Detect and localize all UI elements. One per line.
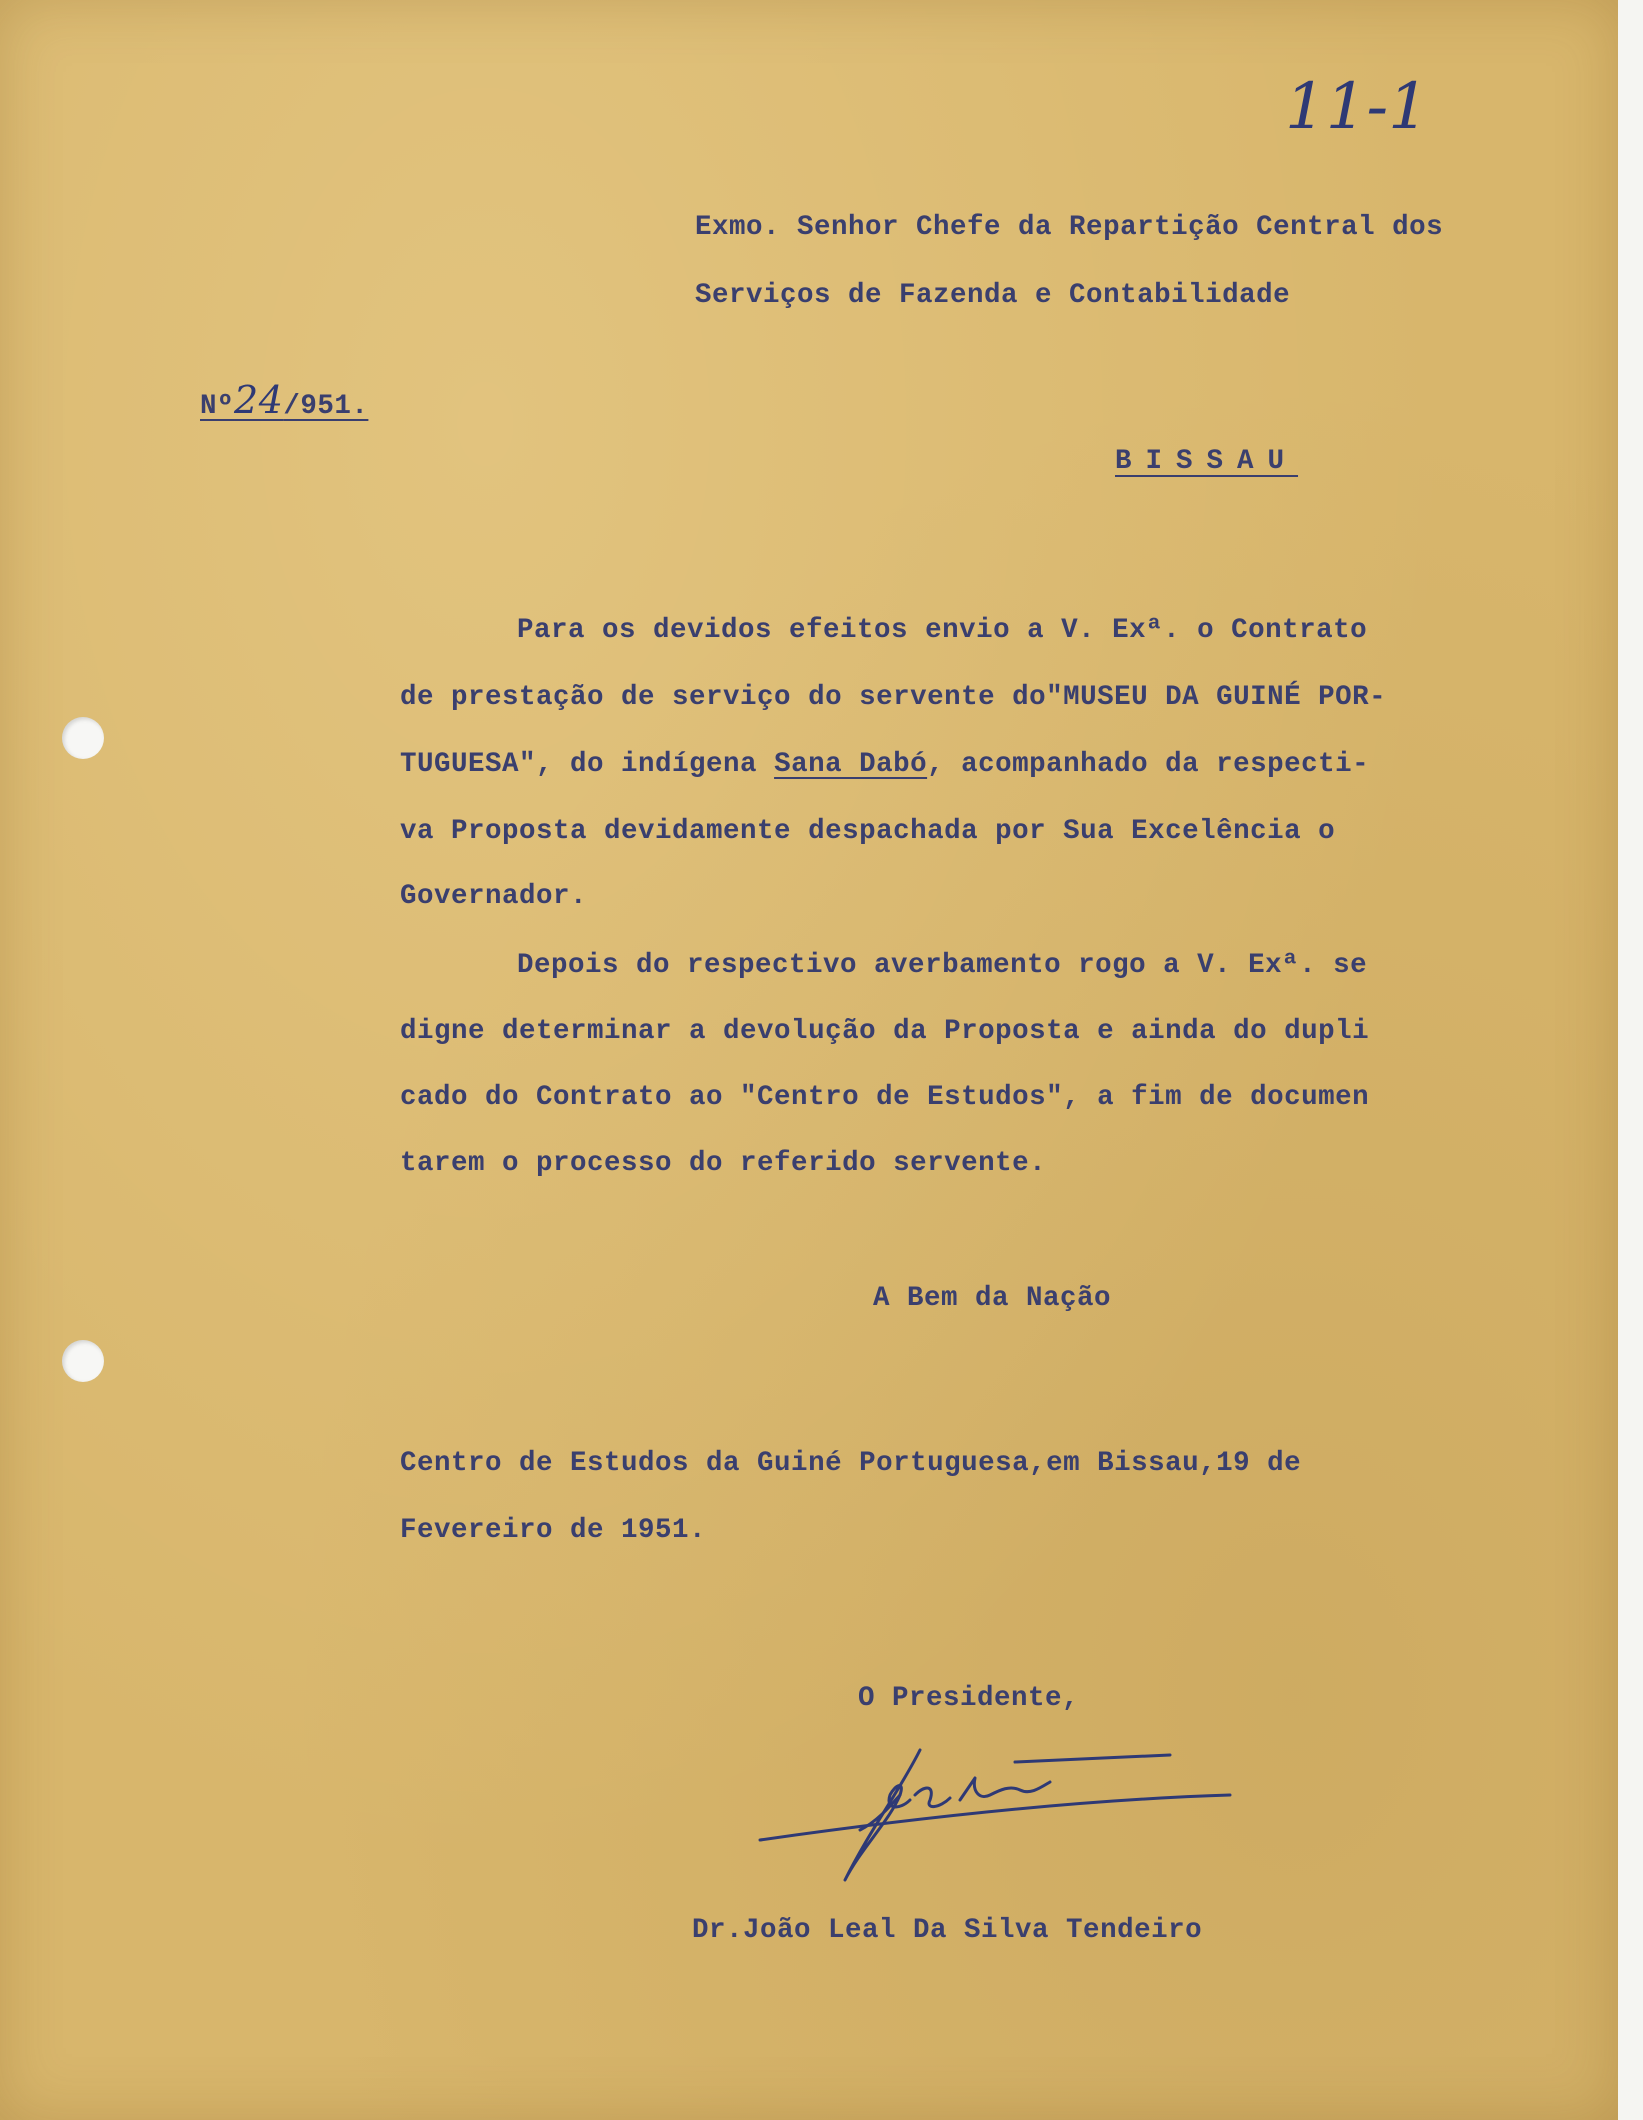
body-p1-line-5: Governador. — [400, 881, 588, 912]
addressee-line-1: Exmo. Senhor Chefe da Repartição Central dos — [695, 212, 1444, 243]
body-p1-line-3 — [400, 749, 1369, 780]
body-p2-line-1: Depois do respectivo averbamento rogo a V. Exª. se — [517, 950, 1368, 981]
scan-margin — [1618, 0, 1643, 2120]
body-p1-line-4: va Proposta devidamente despachada por Sua Excelência o — [400, 816, 1336, 847]
body-p1-line-3-start: TUGUESA", do indígena — [400, 749, 775, 780]
body-p1-line-3-end: , acompanhado da respecti- — [927, 749, 1370, 780]
person-name: Sana Dabó — [774, 749, 928, 780]
addressee-line-2: Serviços de Fazenda e Contabilidade — [695, 280, 1291, 311]
body-p2-line-2: digne determinar a devolução da Proposta e ainda do dupli — [400, 1016, 1370, 1047]
place-date-line-2: Fevereiro de 1951. — [400, 1515, 707, 1546]
signatory-name: Dr.João Leal Da Silva Tendeiro — [692, 1915, 1203, 1946]
handwritten-signature — [750, 1700, 1250, 1900]
place-date-line-1: Centro de Estudos da Guiné Portuguesa,em Bissau,19 de — [400, 1448, 1302, 1479]
reference-number — [200, 378, 368, 422]
reference-suffix: /951. — [283, 391, 369, 422]
closing-formula: A Bem da Nação — [873, 1283, 1112, 1314]
reference-prefix: Nº — [200, 391, 235, 422]
city-header: BISSAU — [1115, 446, 1299, 477]
body-p2-line-4: tarem o processo do referido servente. — [400, 1148, 1047, 1179]
archive-number: 11-1 — [1285, 70, 1429, 144]
body-p1-line-1: Para os devidos efeitos envio a V. Exª. o Contrato — [517, 615, 1368, 646]
reference-handwritten-number: 24 — [234, 378, 284, 422]
body-p1-line-2: de prestação de serviço do servente do"MUSEU DA GUINÉ POR- — [400, 682, 1387, 713]
punch-hole — [62, 717, 104, 759]
punch-hole — [62, 1340, 104, 1382]
signatory-title: O Presidente, — [858, 1683, 1080, 1714]
body-p2-line-3: cado do Contrato ao "Centro de Estudos", a fim de documen — [400, 1082, 1370, 1113]
